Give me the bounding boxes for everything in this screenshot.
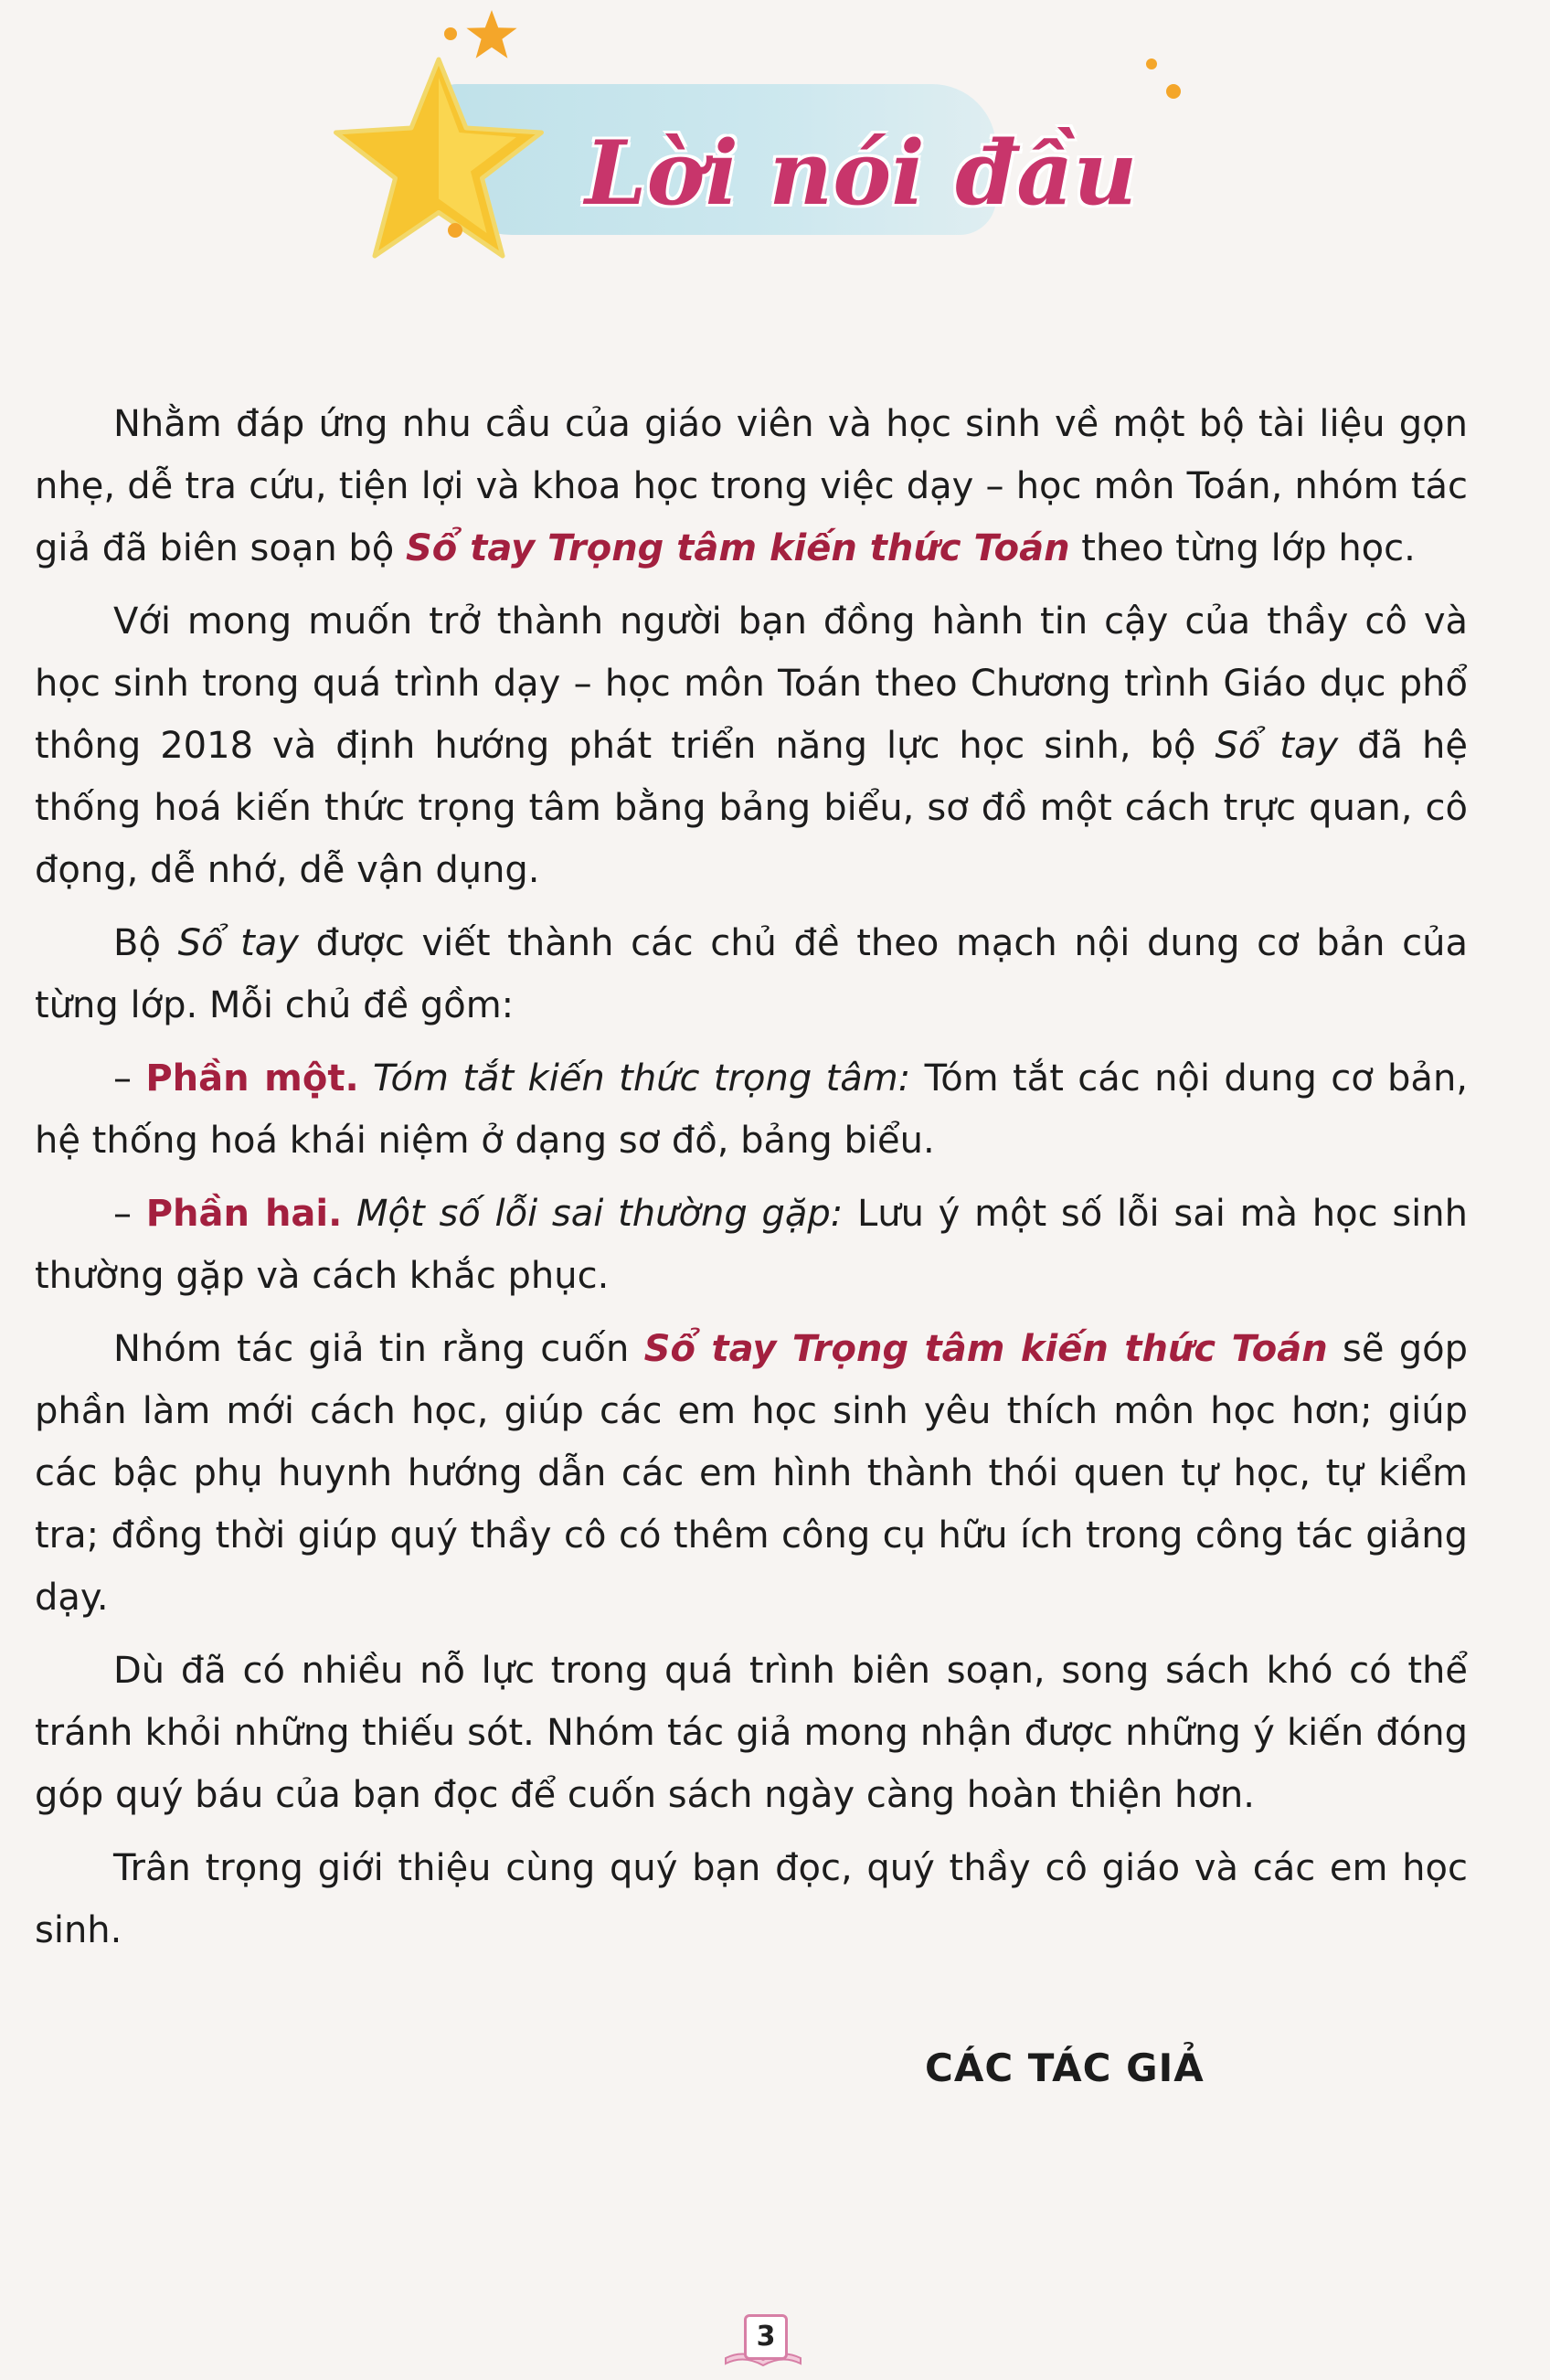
page-number: 3 — [744, 2314, 788, 2360]
list-dash: – — [113, 1193, 146, 1235]
paragraph-text: Tóm tắt các nội dung cơ bản, hệ thống hoá khái niệm ở dạng sơ đồ, bảng biểu. — [35, 1057, 1469, 1162]
decor-dot-icon — [448, 223, 462, 238]
authors-signature: CÁC TÁC GIẢ — [925, 2045, 1205, 2090]
paragraph-text: Với mong muốn trở thành người bạn đồng hành tin cậy của thầy cô và học sinh trong quá trình dạy – học môn Toán theo Chương trình Giáo dục phổ thông 2018 và định hướng phát triển năng lực học sinh, bộ — [35, 600, 1468, 767]
book-title-italic: Sổ tay — [177, 922, 299, 964]
paragraph-3 — [35, 912, 1468, 1036]
book-title-highlight: Sổ tay Trọng tâm kiến thức Toán — [406, 527, 1070, 569]
paragraph-2 — [35, 590, 1468, 901]
paragraph-text: sẽ góp phần làm mới cách học, giúp các em học sinh yêu thích môn học hơn; giúp các bậc phụ huynh hướng dẫn các em hình thành thói quen tự học, tự kiểm tra; đồng thời giúp quý thầy cô có thêm công cụ hữu ích trong công tác giảng dạy. — [35, 1328, 1468, 1619]
part-subtitle: Tóm tắt kiến thức trọng tâm: — [373, 1057, 911, 1100]
star-icon — [324, 46, 553, 274]
paragraph-text: Lưu ý một số lỗi sai mà học sinh thường gặp và cách khắc phục. — [35, 1193, 1468, 1297]
paragraph-6: Trân trọng giới thiệu cùng quý bạn đọc, quý thầy cô giáo và các em học sinh. — [35, 1847, 1468, 1951]
list-item-part-two — [35, 1183, 1468, 1307]
part-label: Phần hai. — [145, 1193, 343, 1235]
page-number-box — [722, 2312, 804, 2367]
preface-body — [35, 393, 1468, 1972]
paragraph-text: Bộ — [113, 922, 178, 964]
paragraph-4 — [35, 1318, 1468, 1629]
decor-dot-icon — [444, 27, 457, 40]
small-star-icon — [464, 7, 519, 62]
part-label: Phần một. — [145, 1057, 359, 1100]
decor-dot-icon — [1146, 58, 1157, 69]
list-item-part-one — [35, 1047, 1468, 1172]
paragraph-text: được viết thành các chủ đề theo mạch nội dung cơ bản của từng lớp. Mỗi chủ đề gồm: — [35, 922, 1468, 1026]
paragraph-text: đã hệ thống hoá kiến thức trọng tâm bằng bảng biểu, sơ đồ một cách trực quan, cô đọng, dễ nhớ, dễ vận dụng. — [35, 725, 1468, 891]
paragraph-5: Dù đã có nhiều nỗ lực trong quá trình biên soạn, song sách khó có thể tránh khỏi những thiếu sót. Nhóm tác giả mong nhận được những ý kiến đóng góp quý báu của bạn đọc để cuốn sách ngày càng hoàn thiện hơn. — [35, 1650, 1468, 1816]
paragraph-text: theo từng lớp học. — [1069, 527, 1416, 569]
paragraph-text: Nhằm đáp ứng nhu cầu của giáo viên và học sinh về một bộ tài liệu gọn nhẹ, dễ tra cứu, tiện lợi và khoa học trong việc dạy – học môn Toán, nhóm tác giả đã biên soạn bộ — [35, 403, 1468, 569]
page-title: Lời nói đầu — [585, 122, 1138, 225]
book-title-highlight: Sổ tay Trọng tâm kiến thức Toán — [643, 1328, 1328, 1370]
list-dash: – — [113, 1057, 146, 1100]
part-subtitle: Một số lỗi sai thường gặp: — [356, 1193, 844, 1235]
paragraph-1 — [35, 393, 1468, 579]
decor-dot-icon — [1166, 84, 1181, 99]
book-title-italic: Sổ tay — [1215, 725, 1339, 767]
paragraph-text: Nhóm tác giả tin rằng cuốn — [113, 1328, 644, 1370]
